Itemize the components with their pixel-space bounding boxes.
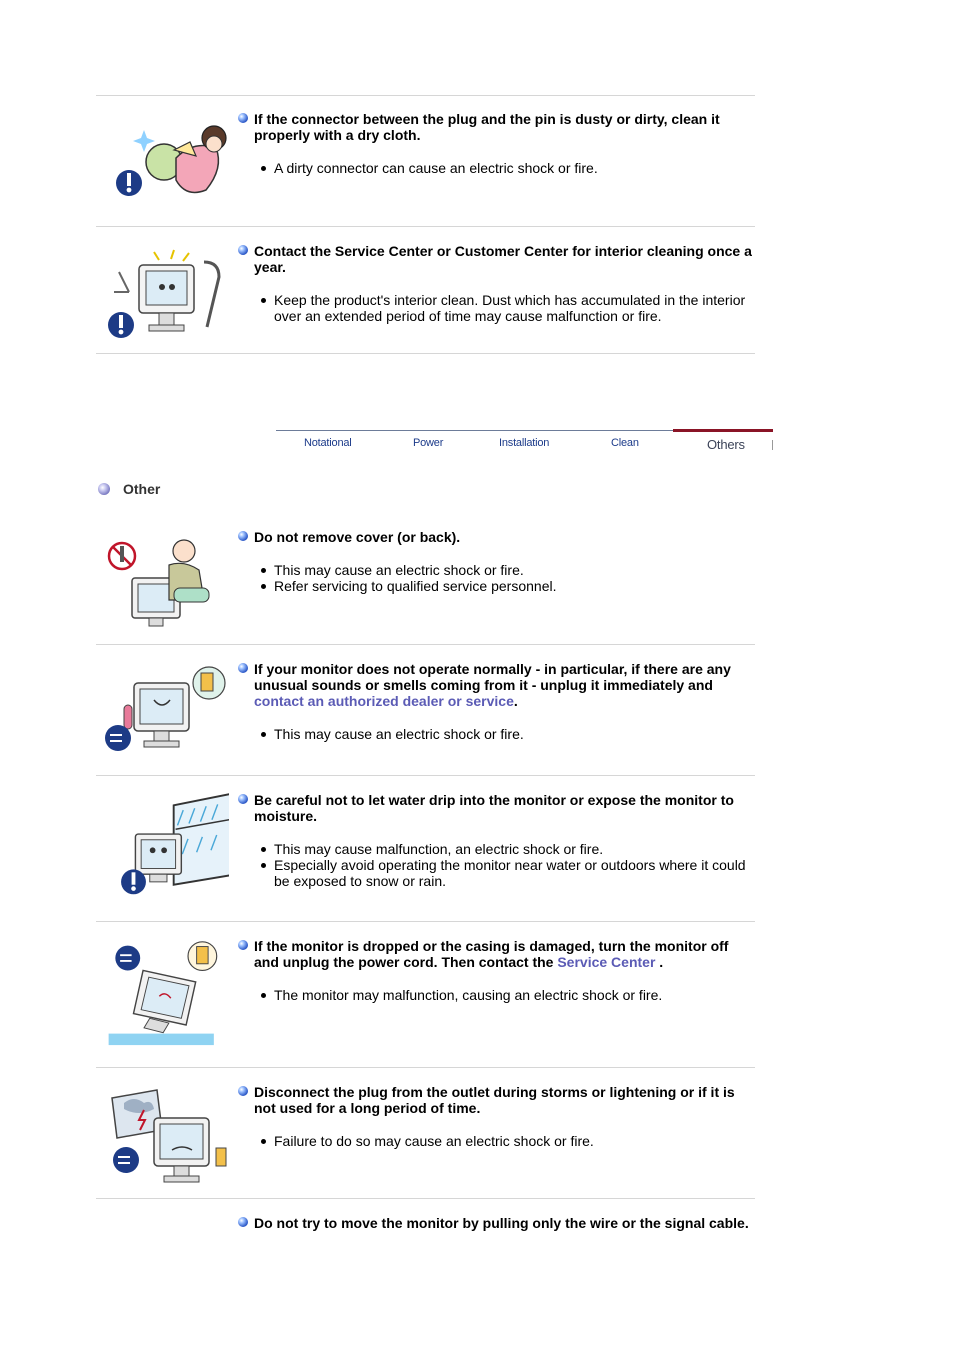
instruction-heading: Disconnect the plug from the outlet during storms or lightening or if it is not used for a long period of time. — [238, 1084, 753, 1116]
instruction-heading: Do not remove cover (or back). — [238, 529, 753, 545]
divider — [96, 644, 755, 645]
instruction-heading: Be careful not to let water drip into the monitor or expose the monitor to moisture. — [238, 792, 753, 824]
blue-bullet-icon — [238, 940, 248, 950]
divider — [96, 1198, 755, 1199]
divider — [96, 353, 755, 354]
bullet-dot-icon — [261, 993, 266, 998]
service-center-link[interactable]: Service Center — [557, 954, 656, 970]
instruction-text — [238, 1215, 753, 1231]
divider — [96, 775, 755, 776]
bullet-dot-icon — [261, 166, 266, 171]
list-item: Refer servicing to qualified service personnel. — [274, 578, 753, 594]
divider — [96, 921, 755, 922]
active-tab-indicator — [673, 429, 773, 432]
monitor-interior-cleaning-illustration — [104, 242, 229, 352]
bullet-dot-icon — [261, 732, 266, 737]
category-tabs — [276, 430, 773, 455]
bullet-dot-icon — [261, 863, 266, 868]
list-item: A dirty connector can cause an electric shock or fire. — [274, 160, 753, 176]
list-item: This may cause an electric shock or fire. — [274, 562, 753, 578]
woman-cleaning-plug-illustration — [104, 110, 229, 220]
bullet-list — [238, 1133, 753, 1149]
list-item: Especially avoid operating the monitor near water or outdoors where it could be exposed to snow or rain. — [274, 857, 753, 889]
instruction-heading: Do not try to move the monitor by pulling only the wire or the signal cable. — [238, 1215, 753, 1231]
monitor-dropped-illustration — [104, 937, 229, 1047]
instruction-text — [238, 111, 753, 176]
instruction-text — [238, 243, 753, 324]
bullet-list — [238, 841, 753, 889]
bullet-list — [238, 562, 753, 594]
bullet-dot-icon — [261, 584, 266, 589]
divider — [96, 95, 755, 96]
blue-bullet-icon — [238, 663, 248, 673]
authorized-dealer-link[interactable]: contact an authorized dealer or service — [254, 693, 514, 709]
list-item: Failure to do so may cause an electric shock or fire. — [274, 1133, 753, 1149]
instruction-text — [238, 938, 753, 1003]
divider — [96, 1067, 755, 1068]
tab-others[interactable]: Others — [707, 437, 745, 452]
monitor-storm-unplug-illustration — [104, 1083, 229, 1193]
divider — [96, 226, 755, 227]
instruction-text — [238, 529, 753, 594]
bullet-list — [238, 292, 753, 324]
blue-bullet-icon — [238, 113, 248, 123]
bullet-dot-icon — [261, 847, 266, 852]
instruction-heading: If the monitor is dropped or the casing is damaged, turn the monitor off and unplug the power cord. Then contact the Service Center . — [238, 938, 753, 970]
section-title: Other — [123, 481, 161, 497]
blue-bullet-icon — [238, 245, 248, 255]
monitor-abnormal-unplug-illustration — [104, 660, 229, 770]
list-item: This may cause an electric shock or fire. — [274, 726, 753, 742]
tab-installation[interactable]: Installation — [499, 437, 550, 449]
instruction-text — [238, 1084, 753, 1149]
bullet-list — [238, 987, 753, 1003]
blue-bullet-icon — [238, 1217, 248, 1227]
tab-power[interactable]: Power — [413, 437, 444, 449]
instruction-heading: If your monitor does not operate normally - in particular, if there are any unusual sounds or smells coming from it - unplug it immediately and contact an authorized dealer or service. — [238, 661, 753, 709]
tab-clean[interactable]: Clean — [611, 437, 639, 449]
bullet-list — [238, 726, 753, 742]
bullet-dot-icon — [261, 568, 266, 573]
blue-bullet-icon — [238, 1086, 248, 1096]
list-item: Keep the product's interior clean. Dust which has accumulated in the interior over an extended period of time may cause malfunction or fire. — [274, 292, 753, 324]
list-item: The monitor may malfunction, causing an electric shock or fire. — [274, 987, 753, 1003]
instruction-heading: If the connector between the plug and the pin is dusty or dirty, clean it properly with a dry cloth. — [238, 111, 753, 143]
monitor-rain-window-illustration — [104, 791, 229, 901]
instruction-text — [238, 661, 753, 742]
man-removing-cover-illustration — [104, 528, 229, 638]
tab-separator — [772, 440, 773, 450]
bullet-list — [238, 160, 753, 176]
blue-bullet-icon — [238, 531, 248, 541]
blue-bullet-icon — [238, 794, 248, 804]
bullet-dot-icon — [261, 1139, 266, 1144]
tab-notational[interactable]: Notational — [304, 437, 352, 449]
instruction-text — [238, 792, 753, 889]
instruction-heading: Contact the Service Center or Customer Center for interior cleaning once a year. — [238, 243, 753, 275]
purple-bullet-icon — [98, 483, 110, 495]
list-item: This may cause malfunction, an electric shock or fire. — [274, 841, 753, 857]
bullet-dot-icon — [261, 298, 266, 303]
